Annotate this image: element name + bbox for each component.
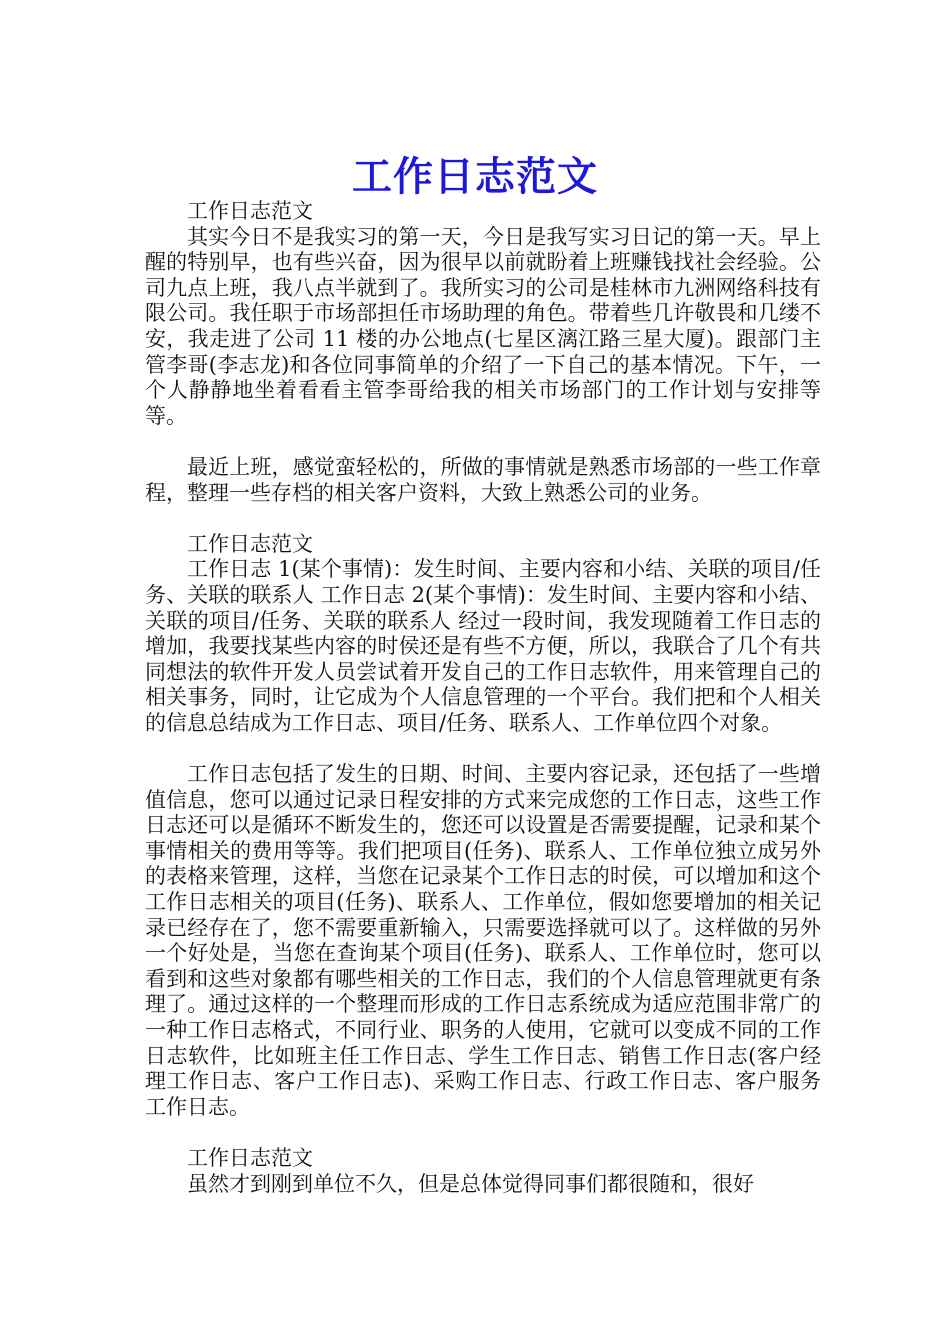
paragraph: 虽然才到刚到单位不久，但是总体觉得同事们都很随和，很好 <box>187 1171 754 1196</box>
paragraph: 工作日志范文 <box>187 531 313 556</box>
blank-line <box>145 429 821 455</box>
paragraph: 最近上班，感觉蛮轻松的，所做的事情就是熟悉市场部的一些工作章程，整理一些存档的相关客户资料，大致上熟悉公司的业务。 <box>145 454 821 505</box>
paragraph: 工作日志范文 <box>187 199 313 223</box>
document-body <box>145 199 821 1197</box>
blank-line <box>145 506 821 532</box>
paragraph: 工作日志 1(某个事情)：发生时间、主要内容和小结、关联的项目/任务、关联的联系人 工作日志 2(某个事情)：发生时间、主要内容和小结、关联的项目/任务、关联的联系人 经过一段时间，我发现随着工作日志的增加，我要找某些内容的时侯还是有些不方便，所以，我联合了几个有共同想法的软件开发人员尝试着开发自己的工作日志软件，用来管理自己的相关事务，同时，让它成为个人信息管理的一个平台。我们把和个人相关的信息总结成为工作日志、项目/任务、联系人、工作单位四个对象。 <box>145 557 821 735</box>
paragraph: 工作日志范文 <box>187 1145 313 1170</box>
blank-line <box>145 736 821 762</box>
document-title: 工作日志范文 <box>352 152 598 200</box>
paragraph: 其实今日不是我实习的第一天，今日是我写实习日记的第一天。早上醒的特别早，也有些兴奋，因为很早以前就盼着上班赚钱找社会经验。公司九点上班，我八点半就到了。我所实习的公司是桂林市九洲网络科技有限公司。我任职于市场部担任市场助理的角色。带着些几许敬畏和几缕不安，我走进了公司 11 楼的办公地点(七星区漓江路三星大厦)。跟部门主管李哥(李志龙)和各位同事简单的介绍了一下自己的基本情况。下午，一个人静静地坐着看看主管李哥给我的相关市场部门的工作计划与安排等等。 <box>145 224 821 428</box>
paragraph: 工作日志包括了发生的日期、时间、主要内容记录，还包括了一些增值信息，您可以通过记录日程安排的方式来完成您的工作日志，这些工作日志还可以是循环不断发生的，您还可以设置是否需要提醒，记录和某个事情相关的费用等等。我们把项目(任务)、联系人、工作单位独立成另外的表格来管理，这样，当您在记录某个工作日志的时侯，可以增加和这个工作日志相关的项目(任务)、联系人、工作单位，假如您要增加的相关记录已经存在了，您不需要重新输入，只需要选择就可以了。这样做的另外一个好处是，当您在查询某个项目(任务)、联系人、工作单位时，您可以看到和这些对象都有哪些相关的工作日志，我们的个人信息管理就更有条理了。通过这样的一个整理而形成的工作日志系统成为适应范围非常广的一种工作日志格式，不同行业、职务的人使用，它就可以变成不同的工作日志软件，比如班主任工作日志、学生工作日志、销售工作日志(客户经理工作日志、客户工作日志)、采购工作日志、行政工作日志、客户服务工作日志。 <box>145 762 821 1119</box>
blank-line <box>145 1120 821 1146</box>
